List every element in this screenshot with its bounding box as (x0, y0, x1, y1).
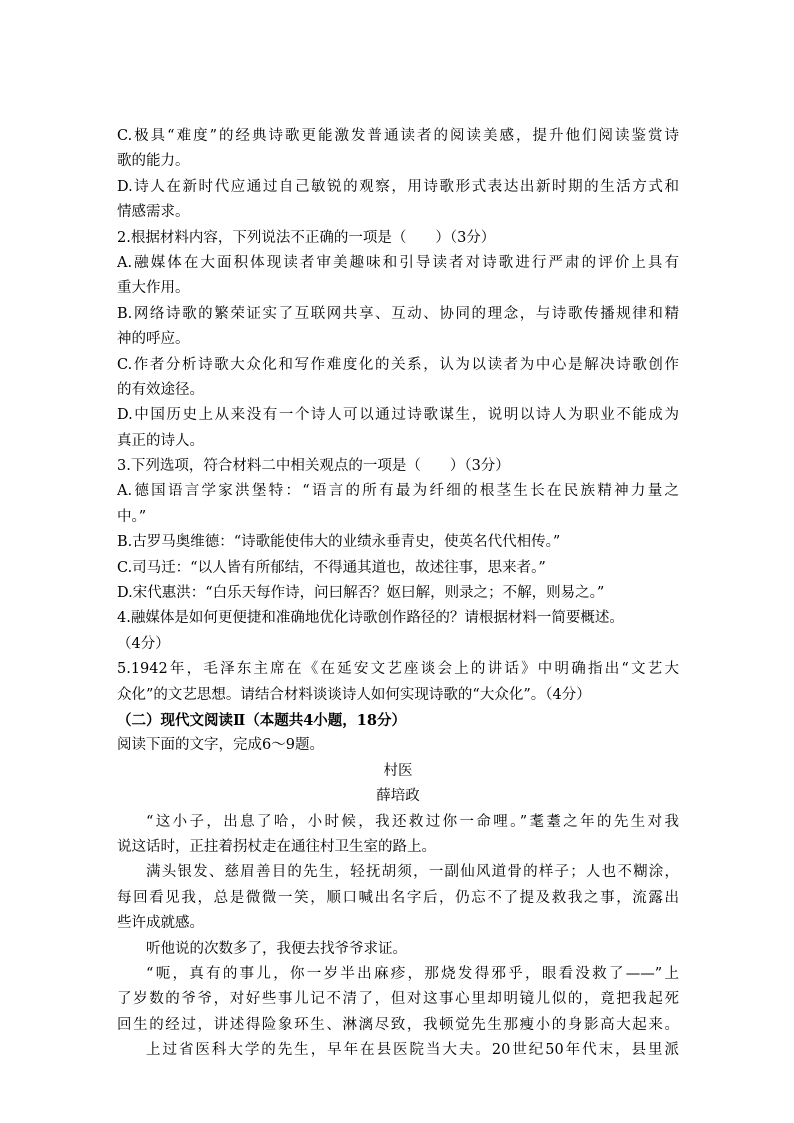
question-4-line-1: 4.融媒体是如何更便捷和准确地优化诗歌创作路径的？请根据材料一简要概述。 (117, 610, 624, 627)
question-5-line-1: 5.1942年，毛泽东主席在《在延安文艺座谈会上的讲话》中明确指出“文艺大 (117, 661, 679, 678)
option-2d-line-1: D.中国历史上从来没有一个诗人可以通过诗歌谋生，说明以诗人为职业不能成为 (117, 407, 679, 424)
question-3: 3.下列选项，符合材料二中相关观点的一项是（ ）（3分） (117, 458, 510, 475)
story-paragraph-2-line-2: 每回看见我，总是微微一笑，顺口喊出名字后，仍忘不了提及救我之事，流露出 (117, 889, 679, 906)
story-paragraph-4-line-1: “呃，真有的事儿，你一岁半出麻疹，那烧发得邪乎，眼看没救了——”上 (146, 965, 679, 982)
option-1d-line-2: 情感需求。 (117, 204, 190, 221)
story-paragraph-4-line-2: 了岁数的爷爷，对好些事儿记不清了，但对这事心里却明镜儿似的，竟把我起死 (117, 991, 679, 1008)
reading-instruction: 阅读下面的文字，完成6～9题。 (117, 737, 324, 754)
story-title: 村医 (383, 762, 413, 779)
option-3c: C.司马迁：“以人皆有所郁结，不得通其道也，故述往事，思来者。” (117, 559, 546, 576)
option-3d: D.宋代惠洪：“白乐天每作诗，问曰解否？妪曰解，则录之；不解，则易之。” (117, 585, 605, 602)
option-1c-line-1: C.极具“难度”的经典诗歌更能激发普通读者的阅读美感，提升他们阅读鉴赏诗 (117, 128, 679, 144)
story-paragraph-3: 听他说的次数多了，我便去找爷爷求证。 (146, 940, 407, 957)
option-2b-line-1: B.网络诗歌的繁荣证实了互联网共享、互动、协同的理念，与诗歌传播规律和精 (117, 305, 679, 322)
option-3a-line-2: 中。” (117, 508, 147, 525)
option-3a-line-1: A.德国语言学家洪堡特：“语言的所有最为纤细的根茎生长在民族精神力量之 (117, 483, 679, 500)
section-heading: （二）现代文阅读Ⅱ（本题共4小题，18分） (117, 711, 406, 729)
document-page (117, 124, 679, 1063)
story-author: 薛培政 (376, 788, 420, 805)
story-paragraph-2-line-1: 满头银发、慈眉善目的先生，轻抚胡须，一副仙风道骨的样子；人也不糊涂， (146, 864, 679, 881)
option-2b-line-2: 神的呼应。 (117, 331, 190, 348)
question-2: 2.根据材料内容，下列说法不正确的一项是（ ）（3分） (117, 229, 496, 246)
option-2c-line-1: C.作者分析诗歌大众化和写作难度化的关系，认为以读者为中心是解决诗歌创作 (117, 356, 679, 373)
story-paragraph-2-line-3: 些许成就感。 (117, 915, 204, 932)
story-paragraph-5-line-1: 上过省医科大学的先生，早年在县医院当大夫。20世纪50年代末，县里派 (146, 1042, 679, 1059)
option-2c-line-2: 的有效途径。 (117, 381, 204, 398)
story-paragraph-4-line-3: 回生的经过，讲述得险象环生、淋漓尽致，我顿觉先生那瘦小的身影高大起来。 (117, 1016, 679, 1033)
option-3b: B.古罗马奥维德：“诗歌能使伟大的业绩永垂青史，使英名代代相传。” (117, 534, 561, 551)
question-4-line-2: （4分） (117, 635, 170, 652)
option-1c-line-2: 歌的能力。 (117, 153, 190, 170)
question-5-line-2: 众化”的文艺思想。请结合材料谈谈诗人如何实现诗歌的“大众化”。（4分） (117, 686, 591, 703)
option-2a-line-1: A.融媒体在大面积体现读者审美趣味和引导读者对诗歌进行严肃的评价上具有 (117, 254, 679, 271)
option-1d-line-1: D.诗人在新时代应通过自己敏锐的观察，用诗歌形式表达出新时期的生活方式和 (117, 178, 679, 195)
story-paragraph-1-line-2: 说这话时，正拄着拐杖走在通往村卫生室的路上。 (117, 838, 436, 855)
option-2d-line-2: 真正的诗人。 (117, 432, 204, 449)
option-2a-line-2: 重大作用。 (117, 280, 190, 297)
story-paragraph-1-line-1: “这小子，出息了哈，小时候，我还救过你一命哩。”耄耋之年的先生对我 (146, 813, 679, 830)
